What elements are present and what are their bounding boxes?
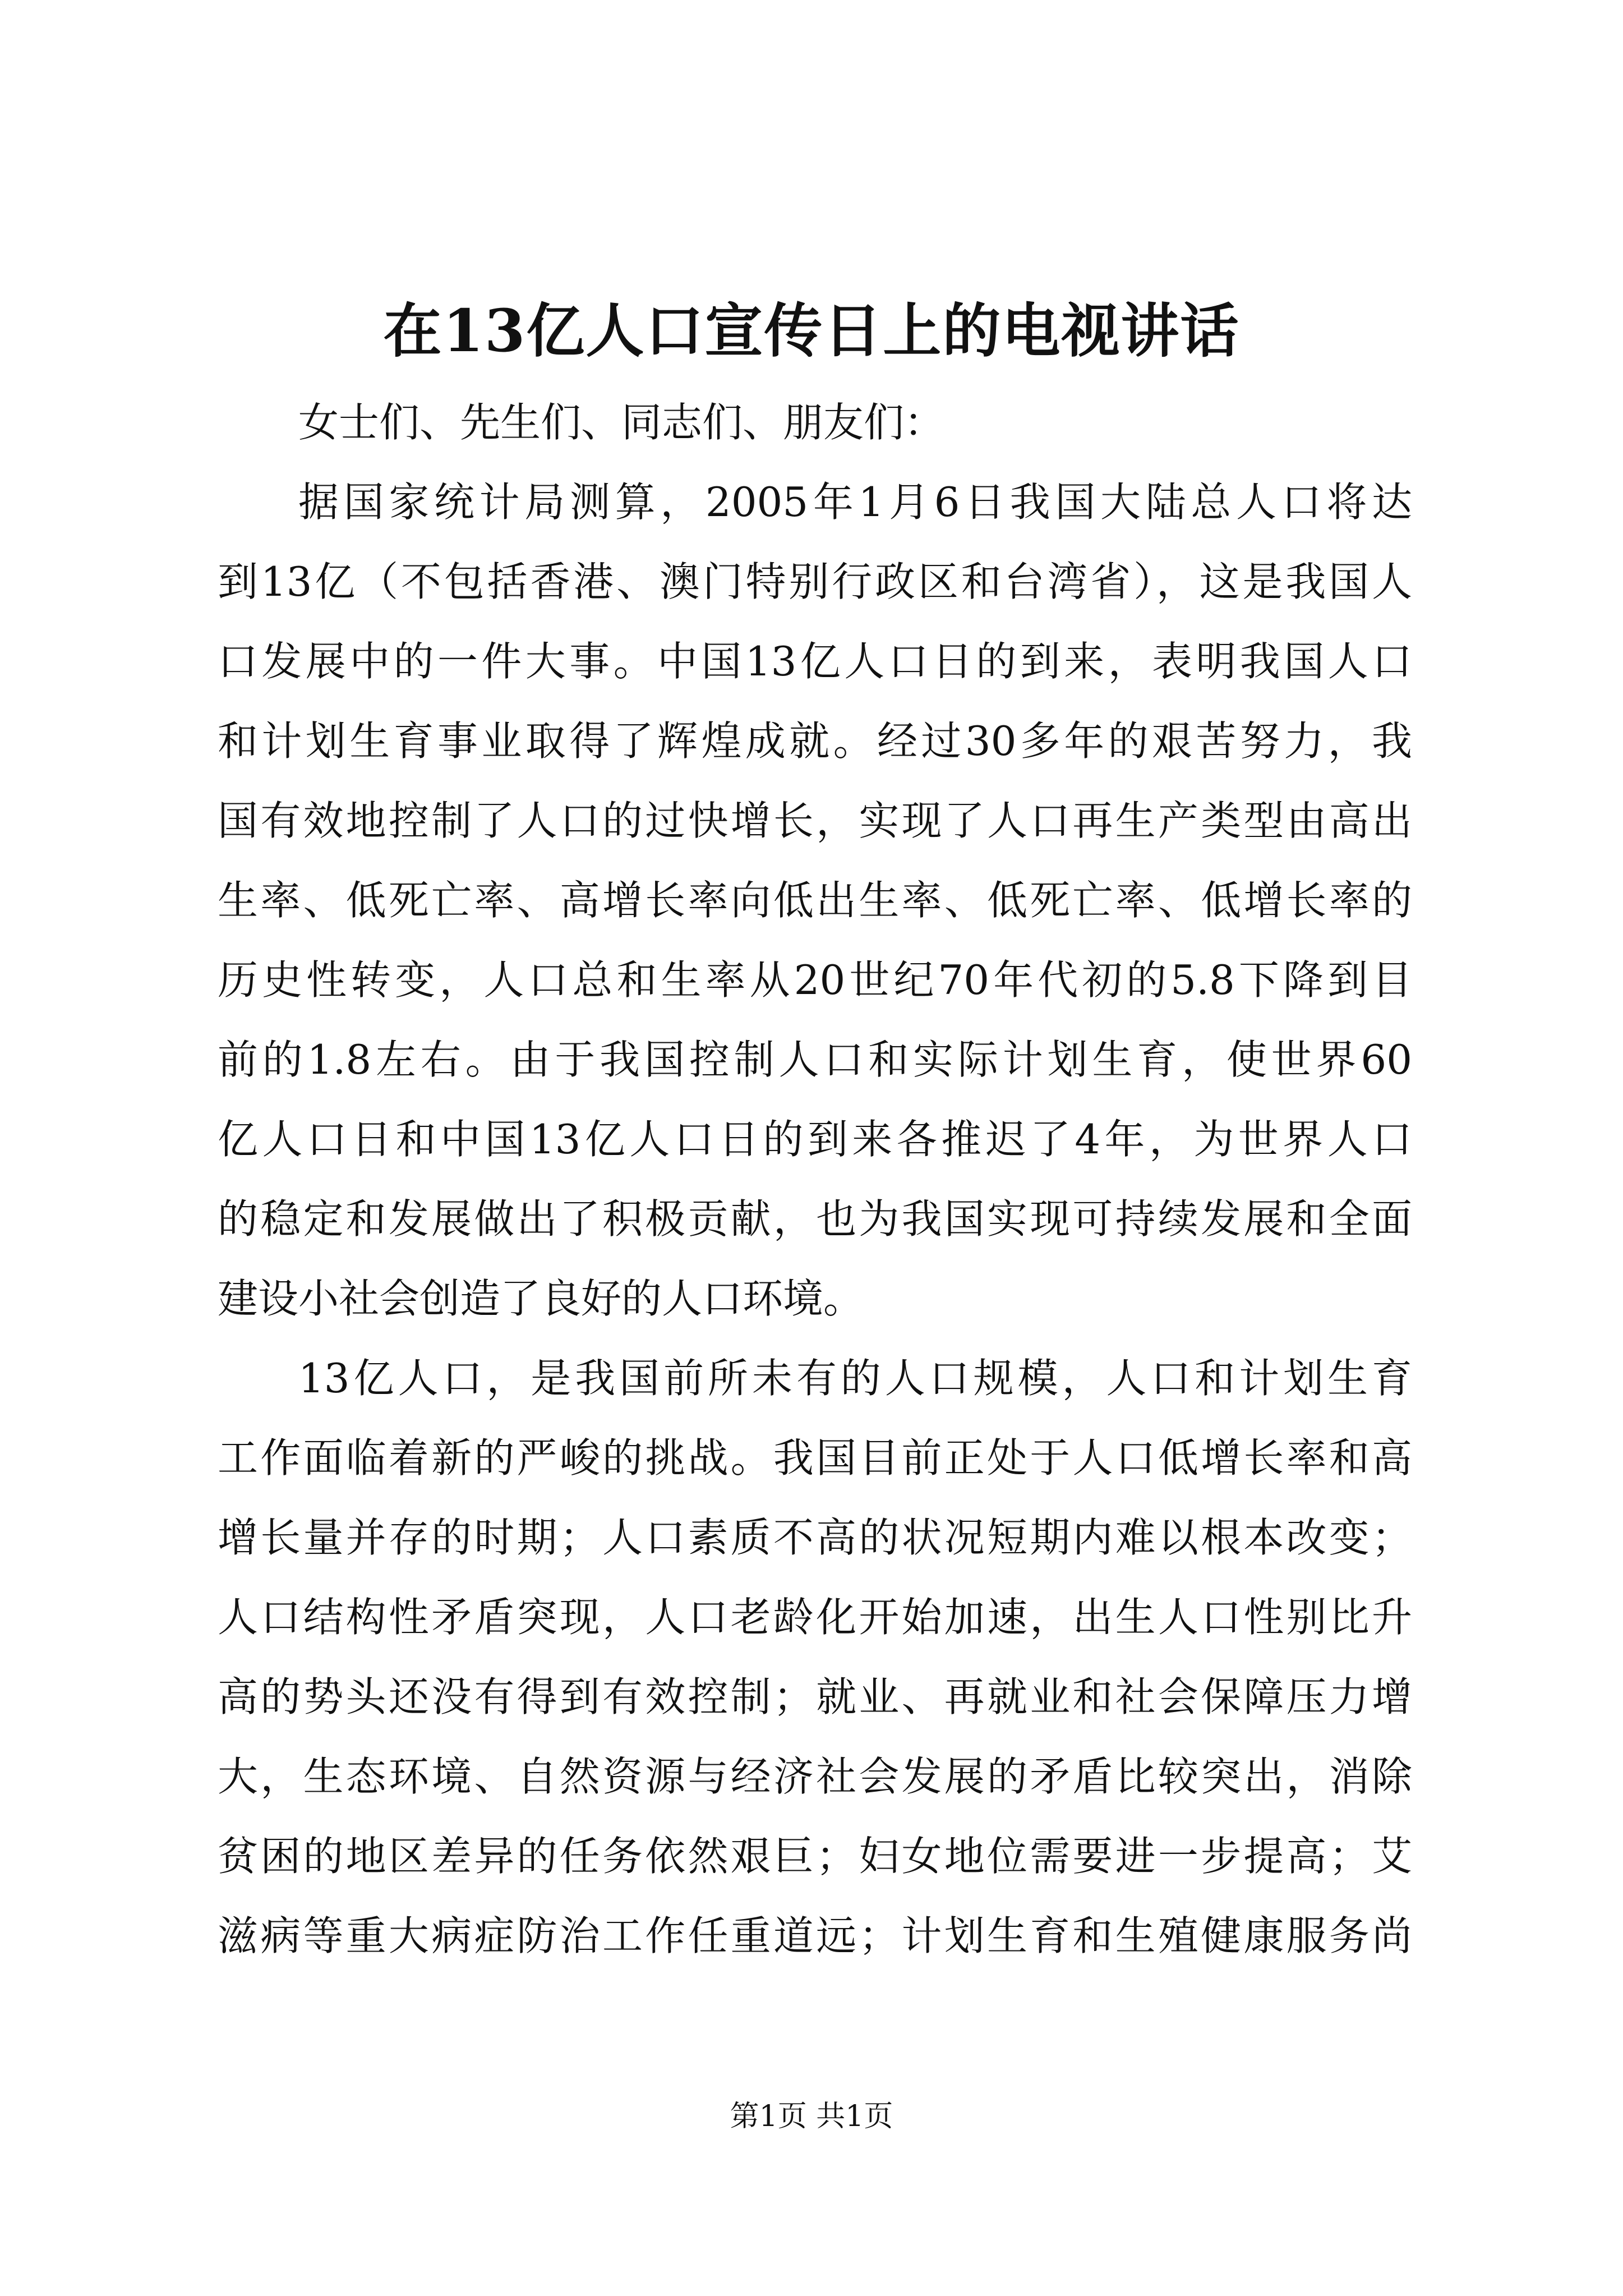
paragraph-line: 的稳定和发展做出了积极贡献，也为我国实现可持续发展和全面 [218, 1195, 1412, 1243]
paragraph-line: 贫困的地区差异的任务依然艰巨；妇女地位需要进一步提高；艾 [218, 1833, 1412, 1880]
paragraph-line: 生率、低死亡率、高增长率向低出生率、低死亡率、低增长率的 [218, 877, 1412, 924]
paragraph-line: 工作面临着新的严峻的挑战。我国目前正处于人口低增长率和高 [218, 1434, 1412, 1481]
paragraph-line: 亿人口日和中国13亿人口日的到来各推迟了4年，为世界人口 [218, 1116, 1412, 1163]
paragraph-line: 增长量并存的时期；人口素质不高的状况短期内难以根本改变； [218, 1514, 1412, 1561]
paragraph-line: 大，生态环境、自然资源与经济社会发展的矛盾比较突出，消除 [218, 1753, 1412, 1800]
paragraph-line: 据国家统计局测算，2005年1月6日我国大陆总人口将达 [298, 478, 1412, 526]
document-title: 在13亿人口宣传日上的电视讲话 [383, 296, 1240, 365]
paragraph-line: 前的1.8左右。由于我国控制人口和实际计划生育，使世界60 [218, 1036, 1412, 1083]
paragraph-line: 历史性转变，人口总和生率从20世纪70年代初的5.8下降到目 [218, 956, 1412, 1004]
paragraph-line: 到13亿（不包括香港、澳门特别行政区和台湾省），这是我国人 [218, 558, 1412, 605]
paragraph-line: 滋病等重大病症防治工作任重道远；计划生育和生殖健康服务尚 [218, 1912, 1412, 1959]
paragraph-line: 口发展中的一件大事。中国13亿人口日的到来，表明我国人口 [218, 638, 1412, 685]
salutation: 女士们、先生们、同志们、朋友们： [298, 399, 945, 446]
paragraph-line: 13亿人口，是我国前所未有的人口规模，人口和计划生育 [298, 1355, 1412, 1402]
paragraph-line: 人口结构性矛盾突现，人口老龄化开始加速，出生人口性别比升 [218, 1594, 1412, 1641]
paragraph-line: 建设小社会创造了良好的人口环境。 [218, 1275, 864, 1322]
paragraph-line: 国有效地控制了人口的过快增长，实现了人口再生产类型由高出 [218, 797, 1412, 844]
paragraph-line: 和计划生育事业取得了辉煌成就。经过30多年的艰苦努力，我 [218, 717, 1412, 765]
paragraph-line: 高的势头还没有得到有效控制；就业、再就业和社会保障压力增 [218, 1673, 1412, 1720]
page-footer: 第1页 共1页 [730, 2100, 893, 2133]
paragraph-2 [218, 1338, 1412, 1976]
document-body [218, 383, 1412, 1976]
paragraph-1 [218, 462, 1412, 1338]
